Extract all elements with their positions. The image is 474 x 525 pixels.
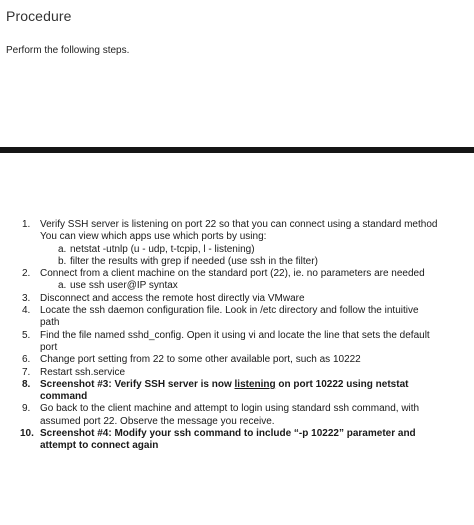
- sub-step-text: use ssh user@IP syntax: [70, 280, 178, 292]
- step-1: [0, 219, 474, 231]
- step-text: Disconnect and access the remote host directly via VMware: [40, 292, 305, 304]
- step-number: 6.: [22, 354, 31, 366]
- step-1-note: [0, 231, 474, 243]
- step-number: 1.: [22, 219, 31, 230]
- intro-text: Perform the following steps.: [6, 45, 130, 56]
- step-text: Screenshot #4: Modify your ssh command to include “-p 10222” parameter and attempt to connect again: [40, 428, 416, 452]
- step-text: Go back to the client machine and attempt to login using standard ssh command, with assumed port 22. Observe the message you receive.: [40, 403, 420, 427]
- step-number: 4.: [22, 305, 31, 317]
- step-text: Locate the ssh daemon configuration file. Look in /etc directory and follow the intuitive path: [40, 305, 419, 329]
- sub-step-text: netstat -utnlp (u - udp, t-tcpip, l - listening): [70, 243, 255, 255]
- step-number: 8.: [22, 378, 31, 390]
- sub-step-text: filter the results with grep if needed (use ssh in the filter): [70, 255, 318, 267]
- sub-step-letter: b.: [58, 255, 67, 267]
- step-text: Restart ssh.service: [40, 366, 126, 378]
- step-text: Verify SSH server is listening on port 22 so that you can connect using a standard method: [40, 219, 438, 230]
- step-6: [0, 354, 474, 366]
- step-note: You can view which apps use which ports by using:: [40, 231, 267, 243]
- step-2: [0, 268, 474, 280]
- procedure-steps-list: [0, 219, 474, 453]
- step-9: [0, 403, 474, 428]
- step-3: [0, 293, 474, 305]
- step-text: Find the file named sshd_config. Open it using vi and locate the line that sets the default port: [40, 329, 430, 353]
- step-4: [0, 305, 474, 330]
- step-number: 3.: [22, 292, 31, 304]
- step-1-sub-b: [0, 256, 474, 268]
- step-1-sub-a: [0, 244, 474, 256]
- step-number: 7.: [22, 366, 31, 378]
- step-number: 5.: [22, 329, 31, 341]
- step-number: 9.: [22, 403, 31, 415]
- step-number: 10.: [20, 428, 34, 440]
- sub-step-letter: a.: [58, 243, 67, 255]
- step-text-part: Screenshot #3: Verify SSH server is now: [40, 378, 235, 390]
- step-text: Connect from a client machine on the standard port (22), ie. no parameters are needed: [40, 268, 425, 280]
- section-divider: [0, 147, 474, 153]
- step-10: [0, 428, 474, 453]
- step-text: [40, 379, 408, 402]
- page-title: Procedure: [6, 8, 72, 24]
- underlined-word: listening: [234, 378, 276, 390]
- step-8: [0, 379, 474, 404]
- sub-step-letter: a.: [58, 280, 67, 292]
- step-5: [0, 330, 474, 355]
- step-7: [0, 367, 474, 379]
- step-2-sub-a: [0, 280, 474, 292]
- step-number: 2.: [22, 268, 31, 280]
- step-text: Change port setting from 22 to some other available port, such as 10222: [40, 354, 361, 366]
- step-text-part: on port 10222 using netstat command: [40, 378, 409, 403]
